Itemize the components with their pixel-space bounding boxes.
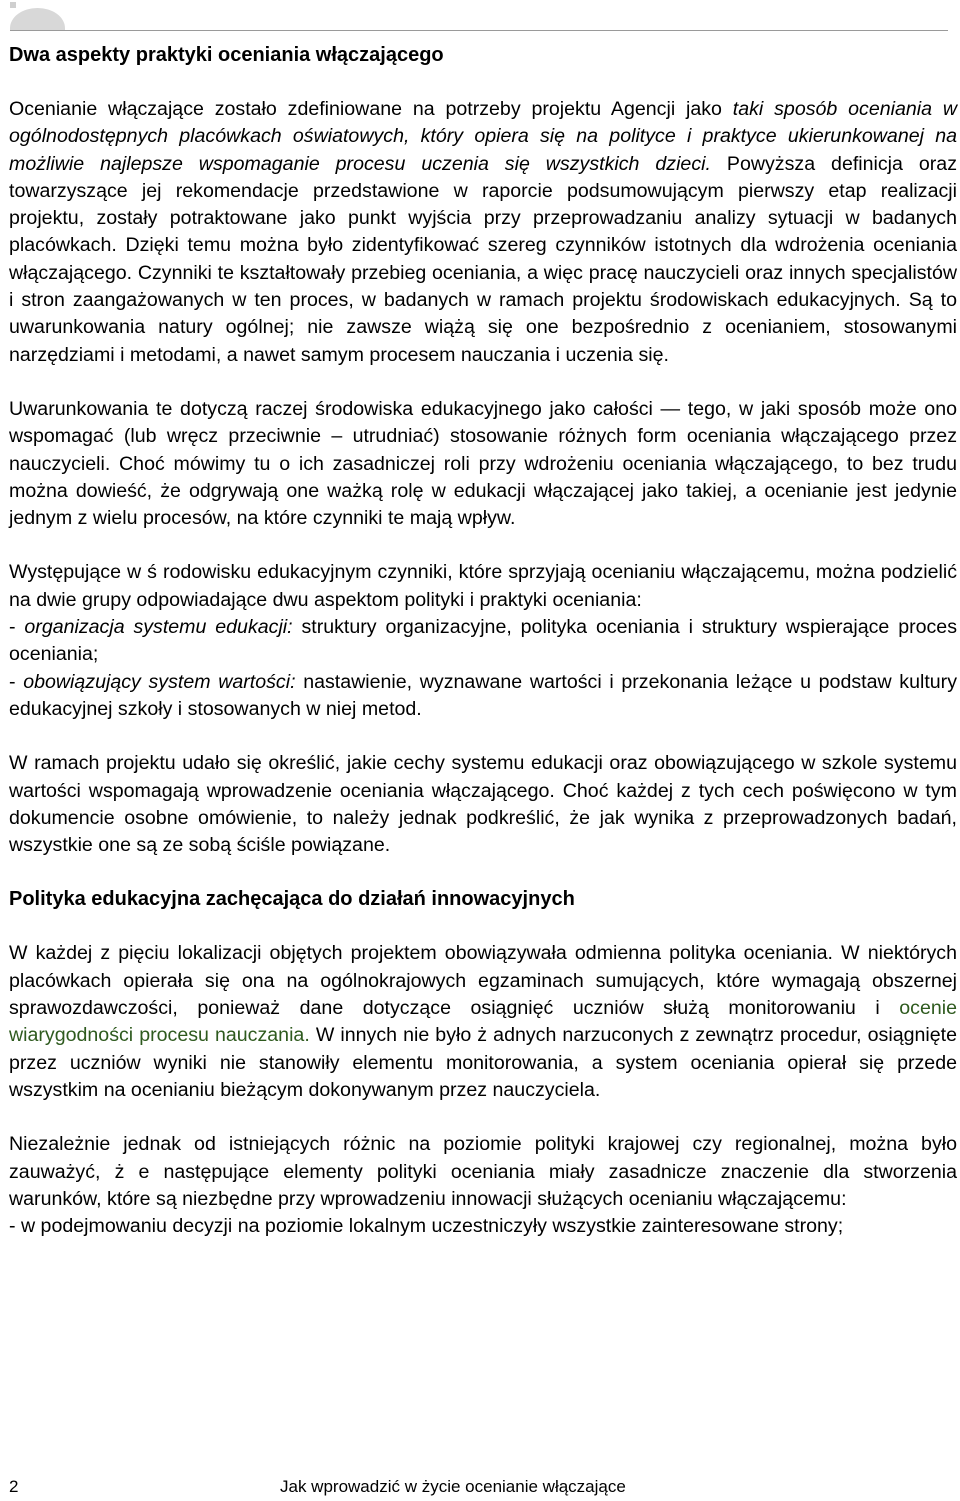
header-decoration-dot [10,2,16,8]
page-number: 2 [9,1477,19,1496]
section-heading: Dwa aspekty praktyki oceniania włączającego [9,44,444,66]
header-rule [10,30,948,31]
page-body [9,42,957,1240]
list-item-term: obowiązujący system wartości: [23,670,296,693]
paragraph-conditions: Uwarunkowania te dotyczą raczej środowiska edukacyjnego jako całości — tego, w jaki sposób może ono wspomagać (lub wręcz przeciwnie – utrudniać) stosowanie różnych form oceniania włączającego przez nauczycieli. Choć mówimy tu o ich zasadniczej roli przy wdrożeniu oceniania włączającego, to bez trudu można dowieść, że odgrywają one ważką rolę w edukacji włączającej jako takiej, a ocenianie jest jedynie jednym z wielu procesów, na które czynniki te mają wpływ. [9,397,957,530]
header-decoration-tab [10,8,65,30]
list-item-term: organizacja systemu edukacji: [24,616,293,639]
definition-italic: taki sposób oceniania w ogólnodostępnych placówkach oświatowych, który opiera się na polityce i praktyce ukierunkowanej na możliwie najlepsze wspomaganie procesu uczenia się wszystkich dzieci. [9,98,958,175]
page-footer [0,1477,960,1501]
highlighted-text: ocenie wiarygodności procesu nauczania. [9,997,957,1047]
paragraph-definition: Ocenianie włączające zostało zdefiniowane na potrzeby projektu Agencji jako taki sposób oceniania w ogólnodostępnych placówkach oświatowych, który opiera się na polityce i praktyce ukierunkowanej na możliwie najlepsze wspomaganie procesu uczenia się wszystkich dzieci. Powyższa definicja oraz towarzyszące jej rekomendacje przedstawione w raporcie podsumowującym pierwszy etap realizacji projektu, zostały potraktowane jako punkt wyjścia przy przeprowadzaniu analizy sytuacji w badanych placówkach. Dzięki temu można było zidentyfikować szereg czynników istotnych dla wdrożenia oceniania włączającego. Czynniki te kształtowały przebieg oceniania, a więc pracę nauczycieli oraz innych specjalistów i stron zaangażowanych w ten proces, w badanych w ramach projektu środowiskach edukacyjnych. Są to uwarunkowania natury ogólnej; nie zawsze wiążą się one bezpośrednio z ocenianiem, stosowanymi narzędziami i metodami, a nawet samym procesem nauczania i uczenia się. [9,98,958,366]
paragraph-factors: Występujące w ś rodowisku edukacyjnym czynniki, które sprzyjają ocenianiu włączającemu, można podzielić na dwie grupy odpowiadające dwu aspektom polityki i praktyki oceniania: - organizacja systemu edukacji: struktury organizacyjne, polityka oceniania i struktury wspierające proces oceniania; - obowiązujący system wartości: nastawienie, wyznawane wartości i przekonania leżące u podstaw kultury edukacyjnej szkoły i stosowanych w niej metod. [9,561,958,720]
footer-title: Jak wprowadzić w życie ocenianie włączające [280,1477,626,1496]
paragraph-policy: W każdej z pięciu lokalizacji objętych projektem obowiązywała odmienna polityka oceniania. W niektórych placówkach opierała się ona na ogólnokrajowych egzaminach sumujących, które wymagają obszernej sprawozdawczości, ponieważ dane dotyczące osiągnięć uczniów służą monitorowaniu i ocenie wiarygodności procesu nauczania. W innych nie było ż adnych narzuconych z zewnątrz procedur, osiągnięte przez uczniów wyniki nie stanowiły elementu monitorowania, a system oceniania opierał się przede wszystkim na ocenianiu bieżącym dokonywanym przez nauczyciela. [9,942,957,1101]
list-item: - w podejmowaniu decyzji na poziomie lokalnym uczestniczyły wszystkie zainteresowane strony; [9,1215,844,1238]
paragraph-features: W ramach projektu udało się określić, jakie cechy systemu edukacji oraz obowiązującego w szkole systemu wartości wspomagają wprowadzenie oceniania włączającego. Choć każdej z tych cech poświęcono w tym dokumencie osobne omówienie, to należy jednak podkreślić, że jak wynika z przeprowadzonych badań, wszystkie one są ze sobą ściśle powiązane. [9,752,957,857]
section-heading-policy: Polityka edukacyjna zachęcająca do działań innowacyjnych [9,888,575,911]
paragraph-elements: Niezależnie jednak od istniejących różnic na poziomie polityki krajowej czy regionalnej, można było zauważyć, ż e następujące elementy polityki oceniania miały zasadnicze znaczenie dla stworzenia warunków, które są niezbędne przy wprowadzeniu innowacji służących ocenianiu włączającemu: - w podejmowaniu decyzji na poziomie lokalnym uczestniczyły wszystkie zainteresowane strony; [9,1133,957,1238]
